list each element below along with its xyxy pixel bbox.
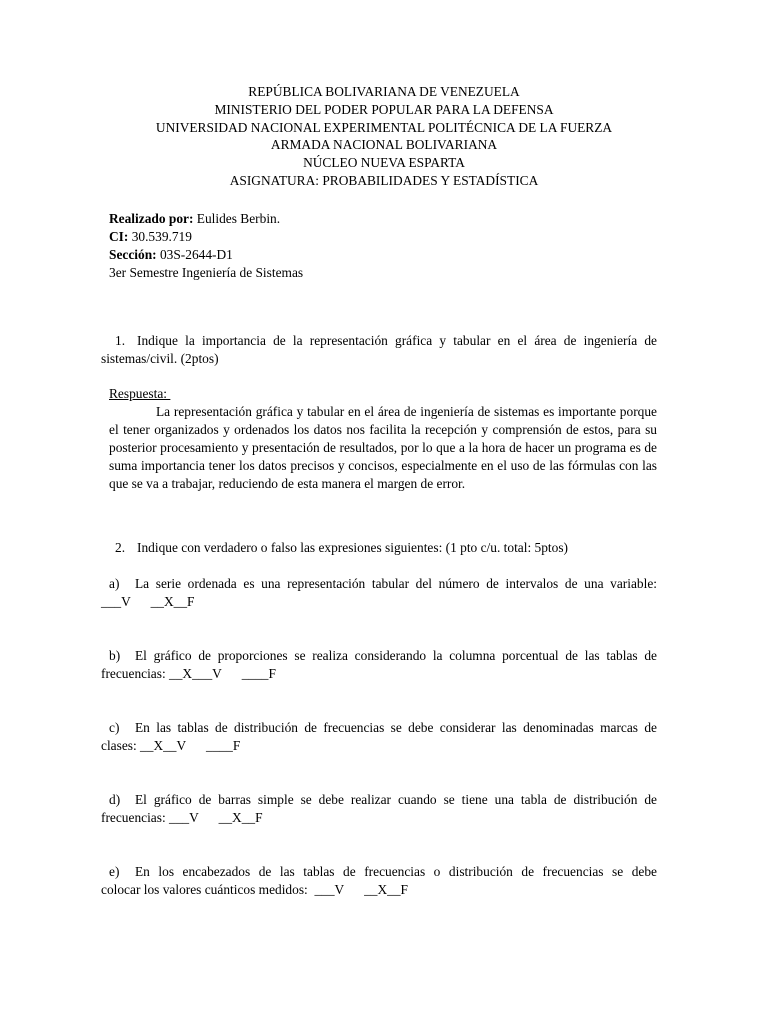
realizado-label: Realizado por: xyxy=(109,211,194,226)
item-d xyxy=(101,791,657,827)
author-ci-row xyxy=(109,228,303,246)
item-c-answer-f: ____F xyxy=(206,738,241,753)
item-e-answer-f: __X__F xyxy=(364,882,408,897)
respuesta-label: Respuesta: xyxy=(109,386,171,401)
item-a-letter: a) xyxy=(109,576,120,591)
answer-1 xyxy=(109,385,657,493)
item-e-answer-v: ___V xyxy=(314,882,344,897)
item-b-letter: b) xyxy=(109,648,121,663)
item-d-answers xyxy=(101,809,657,827)
header-line-republic: REPÚBLICA BOLIVARIANA DE VENEZUELA xyxy=(248,84,520,99)
question-2-text: Indique con verdadero o falso las expresiones siguientes: (1 pto c/u. total: 5ptos) xyxy=(137,540,568,555)
ci-value: 30.539.719 xyxy=(128,229,192,244)
item-a-answer-f: __X__F xyxy=(150,594,195,609)
item-e-text: En los encabezados de las tablas de frecuencias o distribución de frecuencias se debe xyxy=(135,864,657,879)
header-line-ministry: MINISTERIO DEL PODER POPULAR PARA LA DEFENSA xyxy=(214,101,554,117)
item-d-text: El gráfico de barras simple se debe realizar cuando se tiene una tabla de distribución de xyxy=(135,792,657,807)
item-c-line1 xyxy=(101,719,657,737)
question-1-number: 1. xyxy=(115,333,126,348)
question-1-line2: sistemas/civil. (2ptos) xyxy=(101,351,219,366)
question-1 xyxy=(101,332,657,368)
item-c xyxy=(101,719,657,755)
item-b-text: El gráfico de proporciones se realiza considerando la columna porcentual de las tablas de xyxy=(135,648,657,663)
item-b-answer-f: ____F xyxy=(241,666,276,681)
item-a-answers xyxy=(101,593,657,611)
item-a-answer-v: ___V xyxy=(101,594,131,609)
author-section-row xyxy=(109,246,303,264)
item-e-answers xyxy=(101,881,657,899)
item-e-prefix: colocar los valores cuánticos medidos: xyxy=(101,882,315,897)
header-line-university: UNIVERSIDAD NACIONAL EXPERIMENTAL POLITÉCNICA DE LA FUERZA xyxy=(155,119,613,135)
item-c-answer-v: __X__V xyxy=(140,738,186,753)
question-1-line1: Indique la importancia de la representación gráfica y tabular en el área de ingeniería de xyxy=(137,333,657,348)
item-c-text: En las tablas de distribución de frecuencias se debe considerar las denominadas marcas de xyxy=(135,720,657,735)
author-name-row xyxy=(109,210,303,228)
item-d-line1 xyxy=(101,791,657,809)
item-d-prefix: frecuencias: xyxy=(101,810,170,825)
header-line-nucleo: NÚCLEO NUEVA ESPARTA xyxy=(303,155,465,171)
author-info xyxy=(109,210,303,282)
ci-label: CI: xyxy=(109,229,129,244)
item-e-line1 xyxy=(101,863,657,881)
question-2 xyxy=(101,539,657,557)
question-1-text xyxy=(101,332,657,350)
author-semester: 3er Semestre Ingeniería de Sistemas xyxy=(109,265,304,280)
item-c-answers xyxy=(101,737,657,755)
item-b-prefix: frecuencias: xyxy=(101,666,170,681)
header-line-armada: ARMADA NACIONAL BOLIVARIANA xyxy=(270,137,498,153)
header-line-subject: ASIGNATURA: PROBABILIDADES Y ESTADÍSTICA xyxy=(229,172,539,188)
item-c-prefix: clases: xyxy=(101,738,141,753)
item-a-text: La serie ordenada es una representación tabular del número de intervalos de una variable: xyxy=(135,576,657,591)
question-2-number: 2. xyxy=(115,540,126,555)
item-d-answer-v: ___V xyxy=(169,810,199,825)
item-b xyxy=(101,647,657,683)
item-d-letter: d) xyxy=(109,792,121,807)
item-a-line1 xyxy=(101,575,657,593)
item-b-answers xyxy=(101,665,657,683)
item-c-letter: c) xyxy=(109,720,120,735)
item-b-line1 xyxy=(101,647,657,665)
seccion-label: Sección: xyxy=(109,247,157,262)
item-e xyxy=(101,863,657,899)
respuesta-text: La representación gráfica y tabular en el área de ingeniería de sistemas es importante porque el tener organizados y ordenados los datos nos facilita la recepción y comprensión de estos, para su posterior procesamiento y presentación de resultados, por lo que a la hora de hacer un programa es de suma importancia tener los datos precisos y concisos, especialmente en el uso de las fórmulas con las que se va a trabajar, reduciendo de esta manera el margen de error. xyxy=(109,404,657,491)
item-b-answer-v: __X___V xyxy=(169,666,222,681)
realizado-value: Eulides Berbin. xyxy=(193,211,281,226)
item-d-answer-f: __X__F xyxy=(218,810,263,825)
seccion-value: 03S-2644-D1 xyxy=(156,247,233,262)
question-2-text-row xyxy=(101,539,657,557)
item-a xyxy=(101,575,657,611)
item-e-letter: e) xyxy=(109,864,120,879)
institution-header xyxy=(0,83,768,190)
